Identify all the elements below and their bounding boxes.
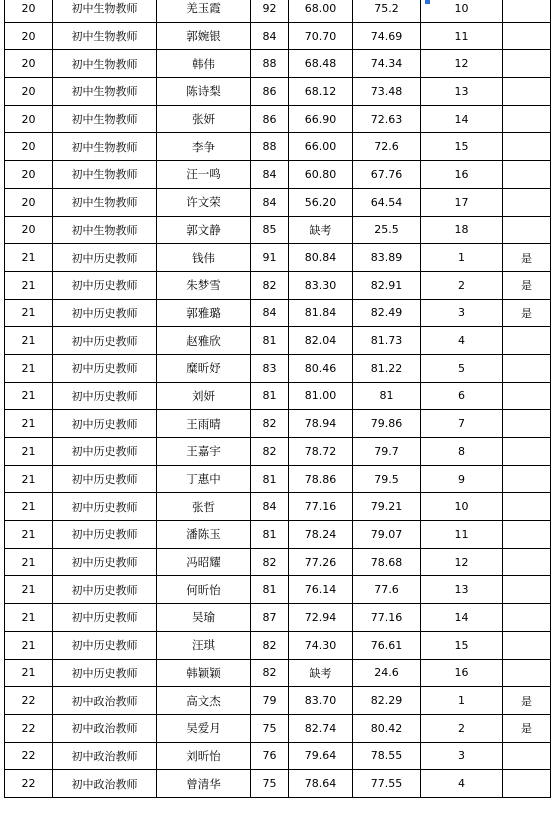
rank-cell: 12 — [421, 548, 503, 576]
name-cell: 曾清华 — [157, 770, 251, 798]
name-cell: 郭文静 — [157, 216, 251, 244]
position-cell: 初中历史教师 — [53, 465, 157, 493]
group-cell: 22 — [5, 770, 53, 798]
total-score-cell: 81.22 — [353, 354, 421, 382]
shortlisted-cell — [503, 604, 551, 632]
rank-cell: 10 — [421, 493, 503, 521]
shortlisted-cell — [503, 327, 551, 355]
name-cell: 张哲 — [157, 493, 251, 521]
total-score-cell: 79.7 — [353, 438, 421, 466]
group-cell: 21 — [5, 465, 53, 493]
rank-cell: 13 — [421, 576, 503, 604]
total-score-cell: 24.6 — [353, 659, 421, 687]
name-cell: 吴瑜 — [157, 604, 251, 632]
interview-score-cell: 80.46 — [289, 354, 353, 382]
rank-cell: 3 — [421, 299, 503, 327]
group-cell: 20 — [5, 216, 53, 244]
name-cell: 冯昭耀 — [157, 548, 251, 576]
table-row — [5, 631, 551, 659]
interview-score-cell: 83.30 — [289, 271, 353, 299]
rank-cell: 4 — [421, 770, 503, 798]
shortlisted-cell — [503, 548, 551, 576]
table-row — [5, 188, 551, 216]
total-score-cell: 25.5 — [353, 216, 421, 244]
table-row — [5, 493, 551, 521]
interview-score-cell: 70.70 — [289, 22, 353, 50]
interview-score-cell: 78.86 — [289, 465, 353, 493]
table-row — [5, 105, 551, 133]
name-cell: 糜昕妤 — [157, 354, 251, 382]
rank-cell: 2 — [421, 714, 503, 742]
group-cell: 21 — [5, 299, 53, 327]
interview-score-cell: 缺考 — [289, 659, 353, 687]
group-cell: 21 — [5, 244, 53, 272]
rank-cell: 1 — [421, 244, 503, 272]
shortlisted-cell — [503, 354, 551, 382]
rank-cell: 9 — [421, 465, 503, 493]
written-score-cell: 79 — [251, 687, 289, 715]
total-score-cell: 77.16 — [353, 604, 421, 632]
total-score-cell: 64.54 — [353, 188, 421, 216]
position-cell: 初中生物教师 — [53, 133, 157, 161]
shortlisted-cell — [503, 631, 551, 659]
position-cell: 初中生物教师 — [53, 78, 157, 106]
written-score-cell: 82 — [251, 271, 289, 299]
table-row — [5, 161, 551, 189]
written-score-cell: 75 — [251, 714, 289, 742]
position-cell: 初中历史教师 — [53, 271, 157, 299]
name-cell: 吴爱月 — [157, 714, 251, 742]
shortlisted-cell: 是 — [503, 714, 551, 742]
table-row — [5, 770, 551, 798]
group-cell: 20 — [5, 78, 53, 106]
name-cell: 许文荣 — [157, 188, 251, 216]
total-score-cell: 72.63 — [353, 105, 421, 133]
position-cell: 初中生物教师 — [53, 216, 157, 244]
total-score-cell: 74.69 — [353, 22, 421, 50]
rank-cell: 17 — [421, 188, 503, 216]
name-cell: 丁惠中 — [157, 465, 251, 493]
shortlisted-cell: 是 — [503, 299, 551, 327]
interview-score-cell: 66.00 — [289, 133, 353, 161]
position-cell: 初中生物教师 — [53, 22, 157, 50]
shortlisted-cell — [503, 216, 551, 244]
interview-score-cell: 72.94 — [289, 604, 353, 632]
rank-cell: 14 — [421, 105, 503, 133]
shortlisted-cell — [503, 493, 551, 521]
name-cell: 郭婉银 — [157, 22, 251, 50]
group-cell: 21 — [5, 382, 53, 410]
group-cell: 20 — [5, 50, 53, 78]
group-cell: 21 — [5, 493, 53, 521]
group-cell: 21 — [5, 631, 53, 659]
name-cell: 汪琪 — [157, 631, 251, 659]
written-score-cell: 81 — [251, 327, 289, 355]
total-score-cell: 75.2 — [353, 0, 421, 22]
table-row — [5, 22, 551, 50]
shortlisted-cell — [503, 22, 551, 50]
total-score-cell: 81.73 — [353, 327, 421, 355]
shortlisted-cell — [503, 576, 551, 604]
position-cell: 初中历史教师 — [53, 244, 157, 272]
written-score-cell: 83 — [251, 354, 289, 382]
position-cell: 初中历史教师 — [53, 659, 157, 687]
interview-score-cell: 78.72 — [289, 438, 353, 466]
position-cell: 初中历史教师 — [53, 631, 157, 659]
group-cell: 22 — [5, 742, 53, 770]
name-cell: 王嘉宇 — [157, 438, 251, 466]
group-cell: 21 — [5, 604, 53, 632]
name-cell: 陈诗梨 — [157, 78, 251, 106]
interview-score-cell: 60.80 — [289, 161, 353, 189]
written-score-cell: 86 — [251, 78, 289, 106]
name-cell: 赵雅欣 — [157, 327, 251, 355]
rank-cell: 10 — [421, 0, 503, 22]
interview-score-cell: 82.04 — [289, 327, 353, 355]
position-cell: 初中生物教师 — [53, 105, 157, 133]
table-row — [5, 576, 551, 604]
name-cell: 潘陈玉 — [157, 521, 251, 549]
position-cell: 初中生物教师 — [53, 161, 157, 189]
written-score-cell: 91 — [251, 244, 289, 272]
written-score-cell: 81 — [251, 465, 289, 493]
position-cell: 初中历史教师 — [53, 548, 157, 576]
interview-score-cell: 78.94 — [289, 410, 353, 438]
shortlisted-cell — [503, 521, 551, 549]
position-cell: 初中生物教师 — [53, 188, 157, 216]
group-cell: 21 — [5, 548, 53, 576]
position-cell: 初中历史教师 — [53, 493, 157, 521]
group-cell: 21 — [5, 438, 53, 466]
table-row — [5, 133, 551, 161]
shortlisted-cell — [503, 410, 551, 438]
table-row — [5, 659, 551, 687]
rank-cell: 16 — [421, 659, 503, 687]
table-row — [5, 438, 551, 466]
position-cell: 初中历史教师 — [53, 382, 157, 410]
rank-cell: 3 — [421, 742, 503, 770]
shortlisted-cell — [503, 465, 551, 493]
name-cell: 郭雅璐 — [157, 299, 251, 327]
written-score-cell: 88 — [251, 133, 289, 161]
table-row — [5, 548, 551, 576]
table-row — [5, 687, 551, 715]
name-cell: 羌玉霞 — [157, 0, 251, 22]
written-score-cell: 82 — [251, 438, 289, 466]
total-score-cell: 67.76 — [353, 161, 421, 189]
interview-score-cell: 80.84 — [289, 244, 353, 272]
total-score-cell: 81 — [353, 382, 421, 410]
rank-cell: 8 — [421, 438, 503, 466]
name-cell: 刘昕怡 — [157, 742, 251, 770]
name-cell: 刘妍 — [157, 382, 251, 410]
written-score-cell: 85 — [251, 216, 289, 244]
written-score-cell: 82 — [251, 548, 289, 576]
name-cell: 韩伟 — [157, 50, 251, 78]
interview-score-cell: 77.26 — [289, 548, 353, 576]
name-cell: 韩颖颖 — [157, 659, 251, 687]
rank-cell: 11 — [421, 521, 503, 549]
total-score-cell: 74.34 — [353, 50, 421, 78]
rank-cell: 2 — [421, 271, 503, 299]
total-score-cell: 80.42 — [353, 714, 421, 742]
position-cell: 初中历史教师 — [53, 410, 157, 438]
table-row — [5, 327, 551, 355]
name-cell: 汪一鸣 — [157, 161, 251, 189]
total-score-cell: 82.49 — [353, 299, 421, 327]
written-score-cell: 92 — [251, 0, 289, 22]
name-cell: 张妍 — [157, 105, 251, 133]
interview-score-cell: 78.24 — [289, 521, 353, 549]
interview-score-cell: 76.14 — [289, 576, 353, 604]
position-cell: 初中历史教师 — [53, 604, 157, 632]
rank-cell: 15 — [421, 133, 503, 161]
rank-cell: 6 — [421, 382, 503, 410]
name-cell: 朱梦雪 — [157, 271, 251, 299]
table-row — [5, 604, 551, 632]
table-row — [5, 354, 551, 382]
interview-score-cell: 83.70 — [289, 687, 353, 715]
written-score-cell: 76 — [251, 742, 289, 770]
group-cell: 21 — [5, 410, 53, 438]
group-cell: 21 — [5, 327, 53, 355]
table-row — [5, 382, 551, 410]
table-row — [5, 521, 551, 549]
interview-score-cell: 74.30 — [289, 631, 353, 659]
table-row — [5, 742, 551, 770]
group-cell: 20 — [5, 22, 53, 50]
shortlisted-cell — [503, 0, 551, 22]
group-cell: 20 — [5, 188, 53, 216]
interview-score-cell: 78.64 — [289, 770, 353, 798]
shortlisted-cell — [503, 770, 551, 798]
rank-cell: 1 — [421, 687, 503, 715]
table-row — [5, 299, 551, 327]
written-score-cell: 88 — [251, 50, 289, 78]
interview-score-cell: 66.90 — [289, 105, 353, 133]
written-score-cell: 87 — [251, 604, 289, 632]
group-cell: 21 — [5, 354, 53, 382]
rank-cell: 14 — [421, 604, 503, 632]
group-cell: 20 — [5, 105, 53, 133]
interview-score-cell: 68.12 — [289, 78, 353, 106]
group-cell: 20 — [5, 0, 53, 22]
rank-cell: 12 — [421, 50, 503, 78]
total-score-cell: 72.6 — [353, 133, 421, 161]
group-cell: 22 — [5, 714, 53, 742]
shortlisted-cell — [503, 50, 551, 78]
written-score-cell: 82 — [251, 410, 289, 438]
written-score-cell: 81 — [251, 521, 289, 549]
interview-score-cell: 68.00 — [289, 0, 353, 22]
position-cell: 初中历史教师 — [53, 354, 157, 382]
interview-score-cell: 缺考 — [289, 216, 353, 244]
rank-cell: 15 — [421, 631, 503, 659]
total-score-cell: 79.21 — [353, 493, 421, 521]
table-row — [5, 465, 551, 493]
total-score-cell: 77.6 — [353, 576, 421, 604]
position-cell: 初中生物教师 — [53, 0, 157, 22]
interview-score-cell: 77.16 — [289, 493, 353, 521]
rank-cell: 11 — [421, 22, 503, 50]
group-cell: 21 — [5, 659, 53, 687]
interview-score-cell: 82.74 — [289, 714, 353, 742]
total-score-cell: 82.91 — [353, 271, 421, 299]
written-score-cell: 84 — [251, 493, 289, 521]
position-cell: 初中历史教师 — [53, 327, 157, 355]
position-cell: 初中生物教师 — [53, 50, 157, 78]
table-row — [5, 244, 551, 272]
table-row — [5, 78, 551, 106]
shortlisted-cell: 是 — [503, 687, 551, 715]
table-row — [5, 50, 551, 78]
shortlisted-cell — [503, 78, 551, 106]
written-score-cell: 86 — [251, 105, 289, 133]
rank-cell: 5 — [421, 354, 503, 382]
written-score-cell: 84 — [251, 161, 289, 189]
total-score-cell: 77.55 — [353, 770, 421, 798]
total-score-cell: 83.89 — [353, 244, 421, 272]
shortlisted-cell — [503, 742, 551, 770]
shortlisted-cell — [503, 188, 551, 216]
rank-cell: 4 — [421, 327, 503, 355]
position-cell: 初中历史教师 — [53, 438, 157, 466]
shortlisted-cell — [503, 133, 551, 161]
written-score-cell: 84 — [251, 188, 289, 216]
position-cell: 初中政治教师 — [53, 687, 157, 715]
total-score-cell: 79.07 — [353, 521, 421, 549]
interview-score-cell: 79.64 — [289, 742, 353, 770]
shortlisted-cell: 是 — [503, 271, 551, 299]
shortlisted-cell — [503, 161, 551, 189]
interview-score-cell: 81.00 — [289, 382, 353, 410]
shortlisted-cell — [503, 105, 551, 133]
total-score-cell: 76.61 — [353, 631, 421, 659]
table-row — [5, 216, 551, 244]
score-table — [4, 0, 551, 798]
group-cell: 21 — [5, 271, 53, 299]
name-cell: 钱伟 — [157, 244, 251, 272]
group-cell: 20 — [5, 161, 53, 189]
total-score-cell: 78.68 — [353, 548, 421, 576]
name-cell: 何昕怡 — [157, 576, 251, 604]
position-cell: 初中政治教师 — [53, 714, 157, 742]
written-score-cell: 75 — [251, 770, 289, 798]
shortlisted-cell — [503, 659, 551, 687]
total-score-cell: 73.48 — [353, 78, 421, 106]
written-score-cell: 84 — [251, 22, 289, 50]
position-cell: 初中政治教师 — [53, 742, 157, 770]
interview-score-cell: 68.48 — [289, 50, 353, 78]
rank-cell: 18 — [421, 216, 503, 244]
rank-cell: 13 — [421, 78, 503, 106]
table-body — [5, 0, 551, 797]
total-score-cell: 79.5 — [353, 465, 421, 493]
table-row — [5, 410, 551, 438]
shortlisted-cell — [503, 382, 551, 410]
position-cell: 初中政治教师 — [53, 770, 157, 798]
position-cell: 初中历史教师 — [53, 299, 157, 327]
shortlisted-cell — [503, 438, 551, 466]
total-score-cell: 82.29 — [353, 687, 421, 715]
score-table-container — [4, 0, 550, 798]
table-row — [5, 0, 551, 22]
rank-cell: 7 — [421, 410, 503, 438]
name-cell: 李争 — [157, 133, 251, 161]
written-score-cell: 82 — [251, 659, 289, 687]
interview-score-cell: 56.20 — [289, 188, 353, 216]
position-cell: 初中历史教师 — [53, 576, 157, 604]
group-cell: 21 — [5, 521, 53, 549]
written-score-cell: 81 — [251, 382, 289, 410]
name-cell: 高文杰 — [157, 687, 251, 715]
table-row — [5, 271, 551, 299]
interview-score-cell: 81.84 — [289, 299, 353, 327]
position-cell: 初中历史教师 — [53, 521, 157, 549]
total-score-cell: 79.86 — [353, 410, 421, 438]
written-score-cell: 82 — [251, 631, 289, 659]
total-score-cell: 78.55 — [353, 742, 421, 770]
written-score-cell: 81 — [251, 576, 289, 604]
group-cell: 21 — [5, 576, 53, 604]
table-row — [5, 714, 551, 742]
group-cell: 22 — [5, 687, 53, 715]
rank-cell: 16 — [421, 161, 503, 189]
written-score-cell: 84 — [251, 299, 289, 327]
group-cell: 20 — [5, 133, 53, 161]
name-cell: 王雨晴 — [157, 410, 251, 438]
shortlisted-cell: 是 — [503, 244, 551, 272]
